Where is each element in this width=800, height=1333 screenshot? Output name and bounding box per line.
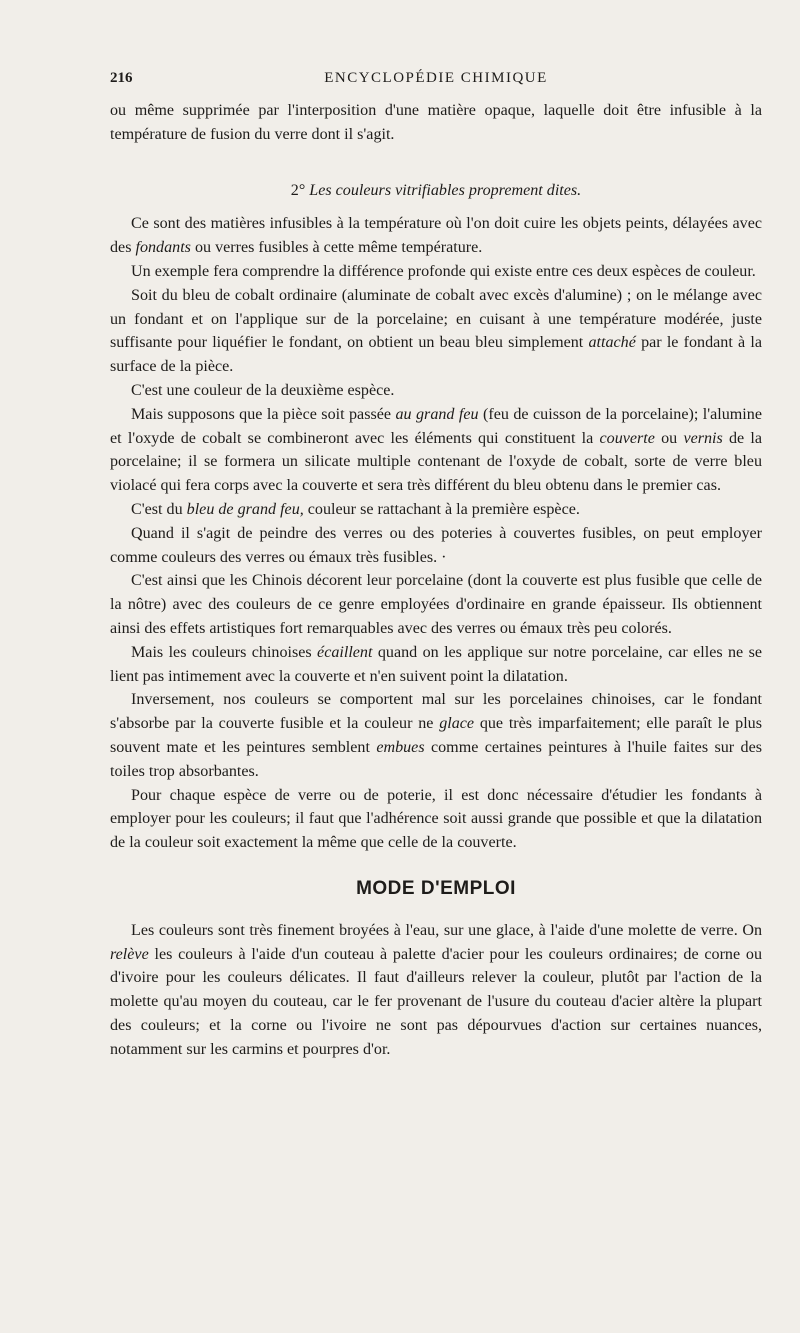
page-body (110, 99, 762, 1061)
page-number: 216 (110, 70, 133, 86)
paragraph: Mais les couleurs chinoises écaillent quand on les applique sur notre porcelaine, car elles ne se lient pas intimement avec la couverte et n'en suivent point la dilatation. (110, 643, 762, 685)
paragraph: Soit du bleu de cobalt ordinaire (aluminate de cobalt avec excès d'alumine) ; on le mélange avec un fondant et on l'applique sur de la porcelaine; en cuisant à une température modérée, juste suffisante pour liquéfier le fondant, on obtient un beau bleu simplement attaché par le fondant à la surface de la pièce. (110, 286, 762, 376)
paragraph: Les couleurs sont très finement broyées à l'eau, sur une glace, à l'aide d'une molette de verre. On relève les couleurs à l'aide d'un couteau à palette d'acier pour les couleurs ordinaires; de corne ou d'ivoire pour les couleurs délicates. Il faut d'ailleurs relever la couleur, plutôt par l'action de la molette qu'au moyen du couteau, car le fer provenant de l'usure du couteau d'acier altère la plupart des couleurs; et la corne ou l'ivoire ne sont pas dépourvues d'action sur certaines nuances, notamment sur les carmins et pourpres d'or. (110, 921, 762, 1058)
paragraph: Mais supposons que la pièce soit passée au grand feu (feu de cuisson de la porcelaine); l'alumine et l'oxyde de cobalt se combineront avec les éléments qui constituent la couverte ou vernis de la porcelaine; il se formera un silicate multiple contenant de l'oxyde de cobalt, sorte de verre bleu violacé qui fera corps avec la couverte et sera très différent du bleu obtenu dans le premier cas. (110, 405, 763, 495)
paragraph: C'est ainsi que les Chinois décorent leur porcelaine (dont la couverte est plus fusible que celle de la nôtre) avec des couleurs de ce genre employées d'ordinaire en grande épaisseur. Ils obtiennent ainsi des effets artistiques fort remarquables avec des verres ou émaux très peu colorés. (110, 572, 762, 637)
page-header (110, 70, 762, 94)
paragraph: Ce sont des matières infusibles à la température où l'on doit cuire les objets peints, délayées avec des fondants ou verres fusibles à cette même température. (110, 215, 762, 257)
paragraph: C'est une couleur de la deuxième espèce. (131, 381, 395, 399)
section-title: MODE D'EMPLOI (356, 877, 516, 899)
paragraph: ou même supprimée par l'interposition d'une matière opaque, laquelle doit être infusible à la température de fusion du verre dont il s'agit. (110, 102, 762, 143)
paragraph: Quand il s'agit de peindre des verres ou des poteries à couvertes fusibles, on peut employer comme couleurs des verres ou émaux très fusibles. · (110, 524, 762, 566)
running-title: ENCYCLOPÉDIE CHIMIQUE (324, 70, 548, 86)
paragraph: Inversement, nos couleurs se comportent mal sur les porcelaines chinoises, car le fondant s'absorbe par la couverte fusible et la couleur ne glace que très imparfaitement; elle paraît le plus souvent mate et les peintures semblent embues comme certaines peintures à l'huile faites sur des toiles trop absorbantes. (110, 691, 762, 780)
subsection-heading: 2° Les couleurs vitrifiables proprement dites. (290, 181, 582, 199)
paragraph: C'est du bleu de grand feu, couleur se rattachant à la première espèce. (131, 500, 580, 518)
paragraph: Un exemple fera comprendre la différence profonde qui existe entre ces deux espèces de couleur. (131, 262, 756, 280)
paragraph: Pour chaque espèce de verre ou de poterie, il est donc nécessaire d'étudier les fondants à employer pour les couleurs; il faut que l'adhérence soit aussi grande que possible et que la dilatation de la couleur soit exactement la même que celle de la couverte. (110, 786, 762, 852)
